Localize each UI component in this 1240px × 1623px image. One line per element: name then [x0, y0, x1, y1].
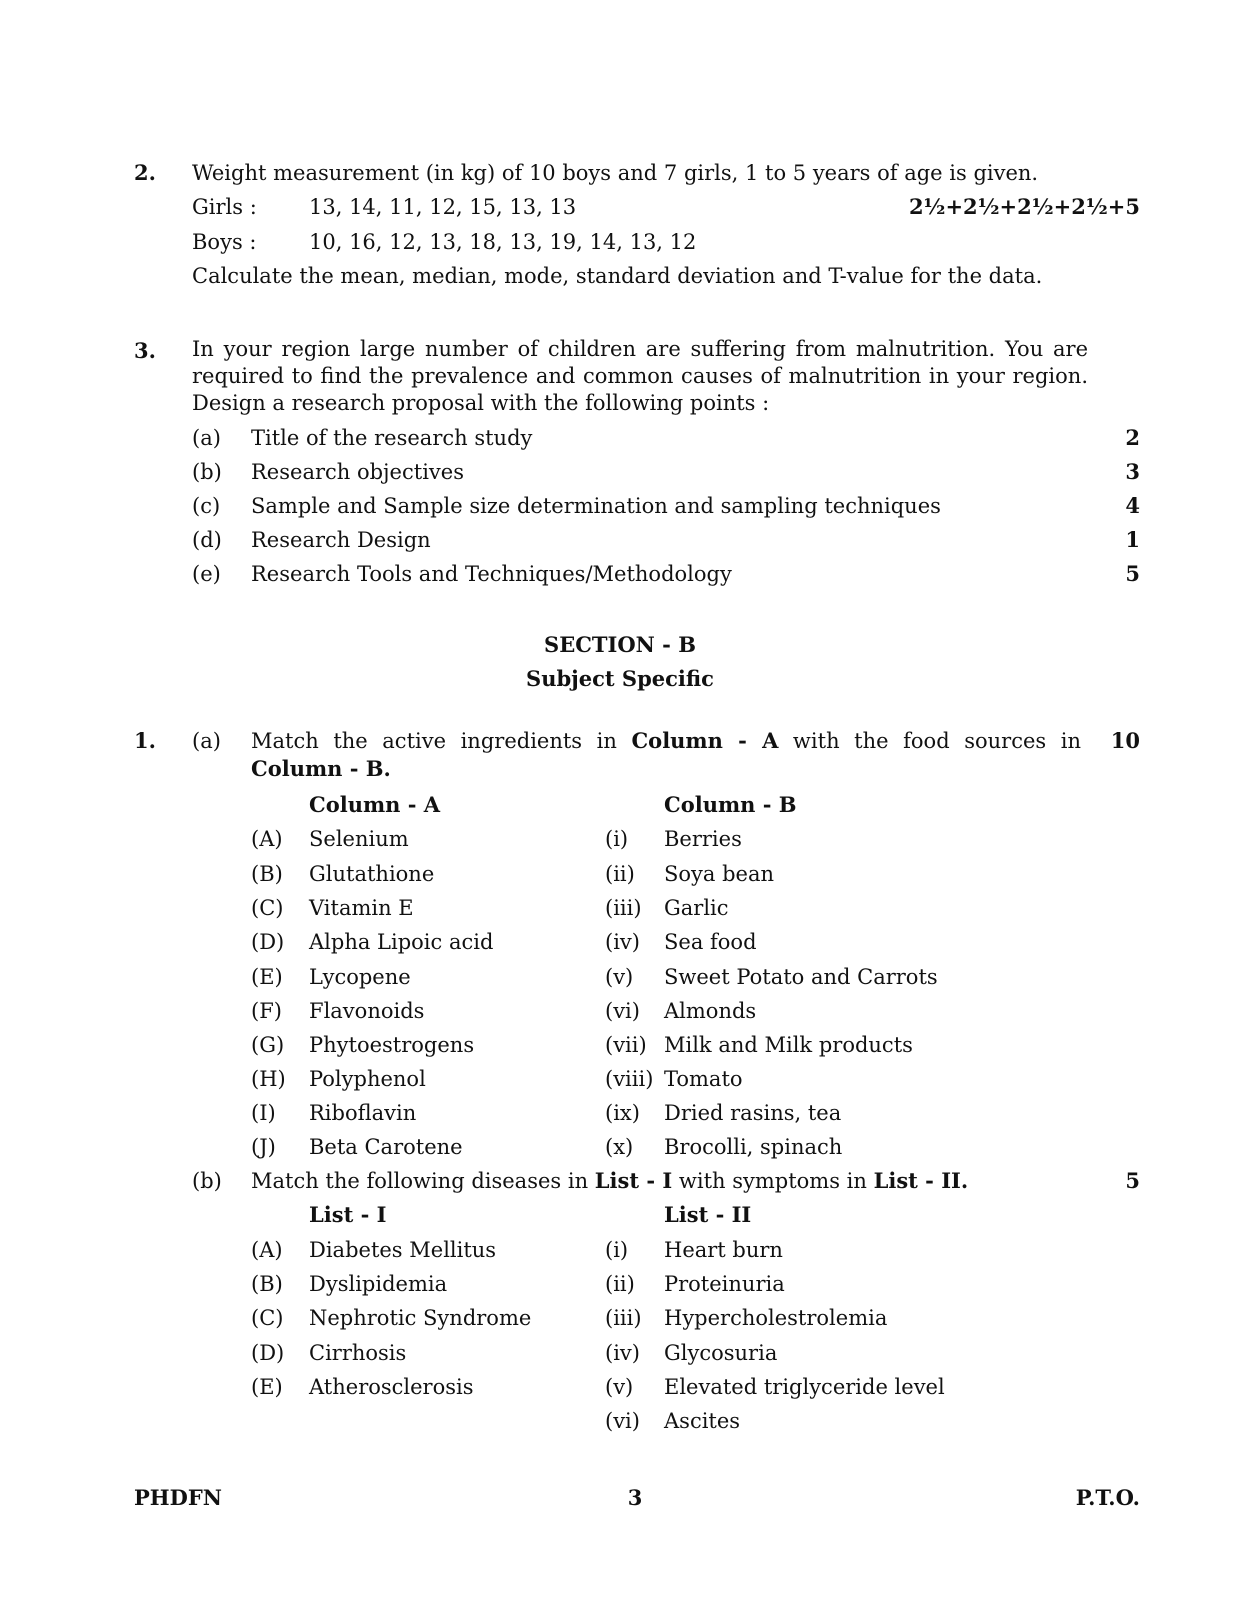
list-item-text: Vitamin E: [309, 896, 414, 920]
list-item-text: Atherosclerosis: [309, 1375, 474, 1399]
question-2-marks: 2½+2½+2½+2½+5: [908, 194, 1140, 219]
list-item-label: (v): [605, 1375, 634, 1399]
pto-label: P.T.O.: [1075, 1485, 1140, 1510]
list-item-marks: 2: [1125, 425, 1140, 450]
question-1a-label: (a): [192, 729, 221, 753]
list-item-label: (D): [251, 1341, 285, 1365]
list-item-text: Ascites: [664, 1409, 741, 1433]
list-item-label: (I): [251, 1101, 276, 1125]
question-1b-text-mid: with symptoms in: [672, 1169, 874, 1193]
list-item-marks: 1: [1125, 527, 1140, 552]
list-item-text: Research Tools and Techniques/Methodology: [251, 562, 732, 586]
question-2-instruction: Calculate the mean, median, mode, standard deviation and T-value for the data.: [192, 264, 1043, 288]
list-item-text: Diabetes Mellitus: [309, 1238, 497, 1262]
list-item-text: Hypercholestrolemia: [664, 1306, 888, 1330]
question-1a-marks: 10: [1110, 728, 1140, 753]
question-1a-text-line1: [251, 728, 1081, 754]
list-item-label: (a): [192, 426, 221, 450]
list-item-text: Glutathione: [309, 862, 435, 886]
list-item-label: (C): [251, 1306, 284, 1330]
list-item-label: (b): [192, 460, 222, 484]
list-1-ref: List - I: [594, 1168, 673, 1193]
list-item-text: Alpha Lipoic acid: [309, 930, 494, 954]
list-item-text: Dried rasins, tea: [664, 1101, 842, 1125]
list-item-text: Proteinuria: [664, 1272, 785, 1296]
list-item-text: Tomato: [664, 1067, 743, 1091]
page-number: 3: [627, 1485, 643, 1510]
list-item-label: (B): [251, 1272, 283, 1296]
list-item-text: Glycosuria: [664, 1341, 778, 1365]
list-item-marks: 4: [1125, 493, 1140, 518]
list-item-text: Beta Carotene: [309, 1135, 463, 1159]
girls-values: 13, 14, 11, 12, 15, 13, 13: [309, 195, 577, 219]
section-subtitle: Subject Specific: [526, 666, 714, 691]
question-3-number: 3.: [134, 338, 156, 363]
list-item-text: Cirrhosis: [309, 1341, 407, 1365]
list-item-marks: 5: [1125, 561, 1140, 586]
question-1a-text-pre: Match the active ingredients in: [251, 729, 632, 753]
question-1b-marks: 5: [1125, 1168, 1140, 1193]
list-item-marks: 3: [1125, 459, 1140, 484]
list-item-text: Milk and Milk products: [664, 1033, 913, 1057]
boys-label: Boys :: [192, 230, 257, 254]
list-item-text: Riboflavin: [309, 1101, 417, 1125]
list-item-label: (B): [251, 862, 283, 886]
list-item-text: Lycopene: [309, 965, 411, 989]
list-item-label: (viii): [605, 1067, 654, 1091]
list-item-label: (ii): [605, 862, 635, 886]
list-item-label: (D): [251, 930, 285, 954]
list-item-label: (i): [605, 827, 629, 851]
list-item-label: (d): [192, 528, 222, 552]
list-item-label: (E): [251, 965, 283, 989]
list-item-label: (A): [251, 827, 283, 851]
list-item-label: (C): [251, 896, 284, 920]
question-2-number: 2.: [134, 160, 156, 185]
list-item-label: (x): [605, 1135, 634, 1159]
list-item-text: Flavonoids: [309, 999, 425, 1023]
list-item-text: Dyslipidemia: [309, 1272, 448, 1296]
list-item-label: (iv): [605, 1341, 640, 1365]
list-item-label: (i): [605, 1238, 629, 1262]
question-1b-text: [251, 1168, 968, 1194]
column-a-ref: Column - A: [631, 728, 779, 753]
question-2-text: Weight measurement (in kg) of 10 boys and 7 girls, 1 to 5 years of age is given.: [192, 161, 1039, 185]
list-item-label: (ix): [605, 1101, 640, 1125]
list-item-label: (ii): [605, 1272, 635, 1296]
list-item-label: (vi): [605, 1409, 640, 1433]
list-item-text: Brocolli, spinach: [664, 1135, 843, 1159]
section-title: SECTION - B: [544, 632, 696, 657]
list-item-text: Garlic: [664, 896, 729, 920]
paper-code: PHDFN: [134, 1485, 222, 1510]
list-item-text: Soya bean: [664, 862, 775, 886]
list-item-label: (E): [251, 1375, 283, 1399]
girls-label: Girls :: [192, 195, 257, 219]
list-item-label: (G): [251, 1033, 285, 1057]
question-1b-text-pre: Match the following diseases in: [251, 1169, 595, 1193]
list-item-label: (v): [605, 965, 634, 989]
column-a-header: Column - A: [309, 792, 441, 817]
list-item-label: (vii): [605, 1033, 647, 1057]
list-item-text: Heart burn: [664, 1238, 783, 1262]
list-item-text: Research objectives: [251, 460, 464, 484]
list-item-label: (iv): [605, 930, 640, 954]
list-item-text: Phytoestrogens: [309, 1033, 475, 1057]
list-item-label: (iii): [605, 896, 642, 920]
list-item-text: Sweet Potato and Carrots: [664, 965, 938, 989]
list-item-text: Sample and Sample size determination and sampling techniques: [251, 494, 941, 518]
column-b-ref: Column - B.: [251, 756, 391, 781]
list-item-text: Elevated triglyceride level: [664, 1375, 945, 1399]
question-1a-text-mid: with the food sources in: [778, 729, 1081, 753]
list-item-text: Nephrotic Syndrome: [309, 1306, 532, 1330]
column-b-header: Column - B: [664, 792, 797, 817]
list-item-label: (c): [192, 494, 221, 518]
list-1-header: List - I: [309, 1202, 387, 1227]
list-item-label: (H): [251, 1067, 286, 1091]
list-2-header: List - II: [664, 1202, 752, 1227]
list-item-label: (A): [251, 1238, 283, 1262]
list-item-label: (e): [192, 562, 221, 586]
list-item-text: Title of the research study: [251, 426, 533, 450]
list-item-text: Selenium: [309, 827, 409, 851]
list-item-text: Almonds: [664, 999, 757, 1023]
list-item-text: Polyphenol: [309, 1067, 426, 1091]
list-item-label: (vi): [605, 999, 640, 1023]
list-item-label: (J): [251, 1135, 276, 1159]
list-item-text: Research Design: [251, 528, 431, 552]
list-2-ref: List - II.: [873, 1168, 969, 1193]
list-item-label: (F): [251, 999, 282, 1023]
list-item-text: Berries: [664, 827, 742, 851]
list-item-label: (iii): [605, 1306, 642, 1330]
question-1b-label: (b): [192, 1169, 222, 1193]
question-3-text: In your region large number of children are suffering from malnutrition. You are required to find the prevalence and common causes of malnutrition in your region. Design a research proposal with the following points :: [192, 337, 1088, 415]
list-item-text: Sea food: [664, 930, 757, 954]
boys-values: 10, 16, 12, 13, 18, 13, 19, 14, 13, 12: [309, 230, 697, 254]
question-1-number: 1.: [134, 728, 156, 753]
